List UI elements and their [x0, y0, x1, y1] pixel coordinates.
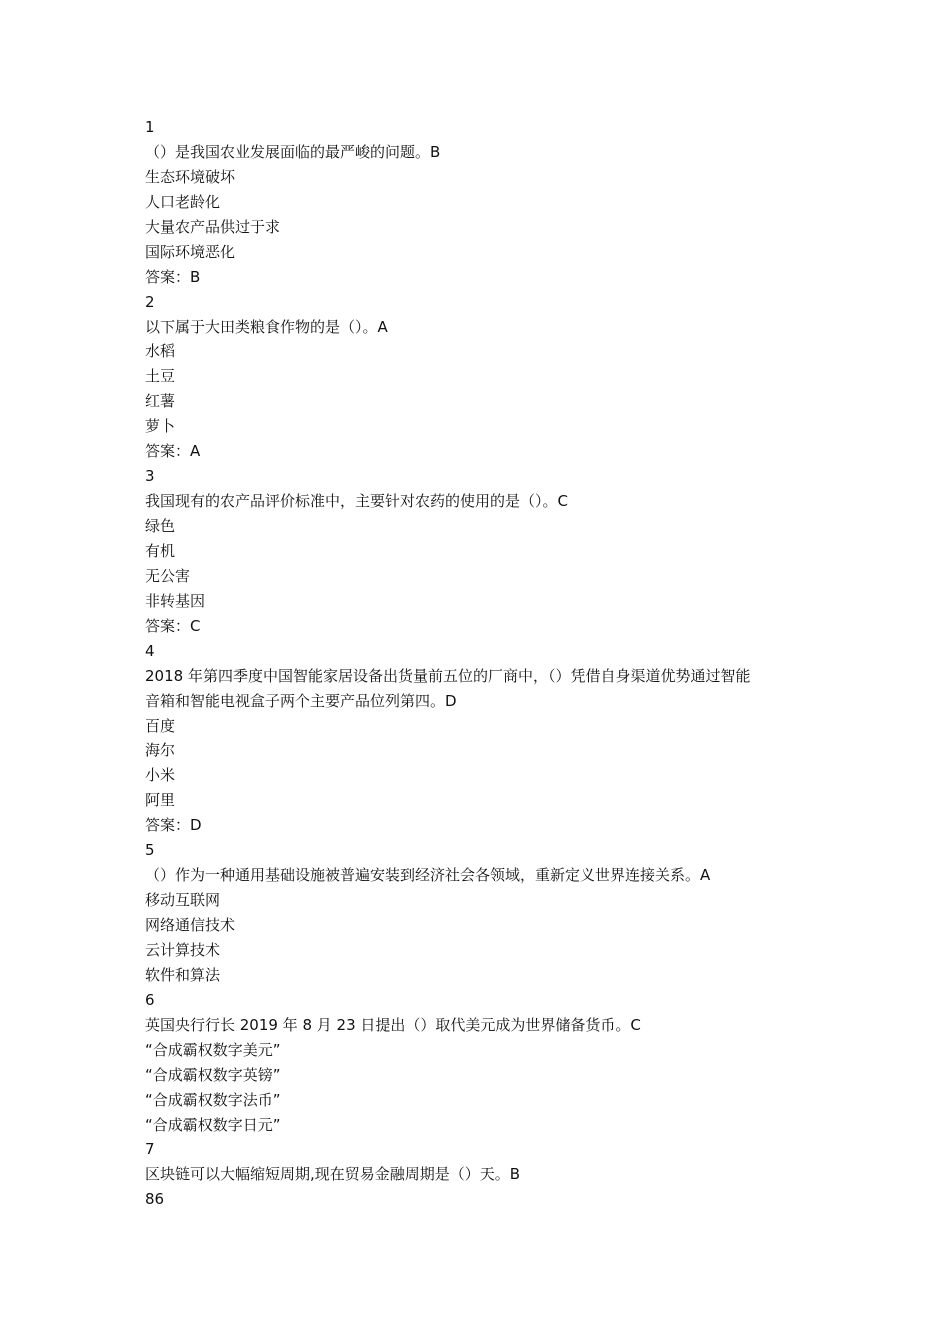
question-number: 2: [145, 292, 155, 311]
option: “合成霸权数字法币”: [145, 1090, 281, 1109]
option: 非转基因: [145, 591, 206, 610]
option: 移动互联网: [145, 891, 221, 910]
question-number: 3: [145, 467, 155, 486]
option: 网络通信技术: [145, 916, 236, 934]
answer-line: 答案：D: [145, 816, 202, 835]
question-stem: 以下属于大田类粮食作物的是（）。A: [145, 317, 388, 336]
document-page: [145, 115, 825, 1212]
question-number: 5: [145, 841, 155, 860]
question-stem-continued: 音箱和智能电视盒子两个主要产品位列第四。D: [145, 691, 457, 710]
question-stem: 我国现有的农产品评价标准中，主要针对农药的使用的是（）。C: [145, 492, 568, 511]
option: 阿里: [145, 791, 176, 810]
option: “合成霸权数字英镑”: [145, 1065, 281, 1084]
option: 人口老龄化: [145, 192, 221, 211]
option: “合成霸权数字美元”: [145, 1040, 281, 1059]
question-2: [145, 290, 825, 465]
option: 绿色: [145, 517, 176, 535]
option: 萝卜: [145, 417, 176, 436]
option: 水稻: [145, 342, 176, 361]
option: 无公害: [145, 566, 191, 585]
option: 百度: [145, 716, 176, 735]
option: 86: [145, 1190, 165, 1209]
answer-line: 答案：B: [145, 267, 201, 286]
option: 红薯: [145, 392, 176, 411]
question-stem: 英国央行行长 2019 年 8 月 23 日提出（）取代美元成为世界储备货币。C: [145, 1015, 641, 1034]
option: “合成霸权数字日元”: [145, 1115, 281, 1134]
question-number: 4: [145, 641, 155, 660]
answer-line: 答案：A: [145, 442, 201, 461]
question-1: [145, 115, 825, 290]
question-7: [145, 1137, 825, 1212]
option: 云计算技术: [145, 940, 221, 959]
option: 国际环境恶化: [145, 242, 236, 261]
option: 软件和算法: [145, 965, 221, 984]
option: 土豆: [145, 367, 176, 386]
question-6: [145, 988, 825, 1138]
option: 海尔: [145, 741, 176, 760]
option: 有机: [145, 541, 176, 560]
answer-line: 答案：C: [145, 616, 201, 635]
option: 大量农产品供过于求: [145, 217, 281, 236]
option: 生态环境破坏: [145, 167, 236, 186]
question-5: [145, 838, 825, 988]
question-stem: 2018 年第四季度中国智能家居设备出货量前五位的厂商中，（）凭借自身渠道优势通过智能: [145, 666, 751, 685]
question-stem: （）作为一种通用基础设施被普遍安装到经济社会各领域，重新定义世界连接关系。A: [145, 866, 711, 885]
question-4: [145, 639, 825, 839]
option: 小米: [145, 766, 176, 785]
question-stem: 区块链可以大幅缩短周期,现在贸易金融周期是（）天。B: [145, 1165, 521, 1184]
question-stem: （）是我国农业发展面临的最严峻的问题。B: [145, 142, 441, 161]
question-number: 6: [145, 990, 155, 1009]
question-number: 7: [145, 1140, 155, 1159]
question-3: [145, 464, 825, 639]
question-number: 1: [145, 118, 155, 136]
